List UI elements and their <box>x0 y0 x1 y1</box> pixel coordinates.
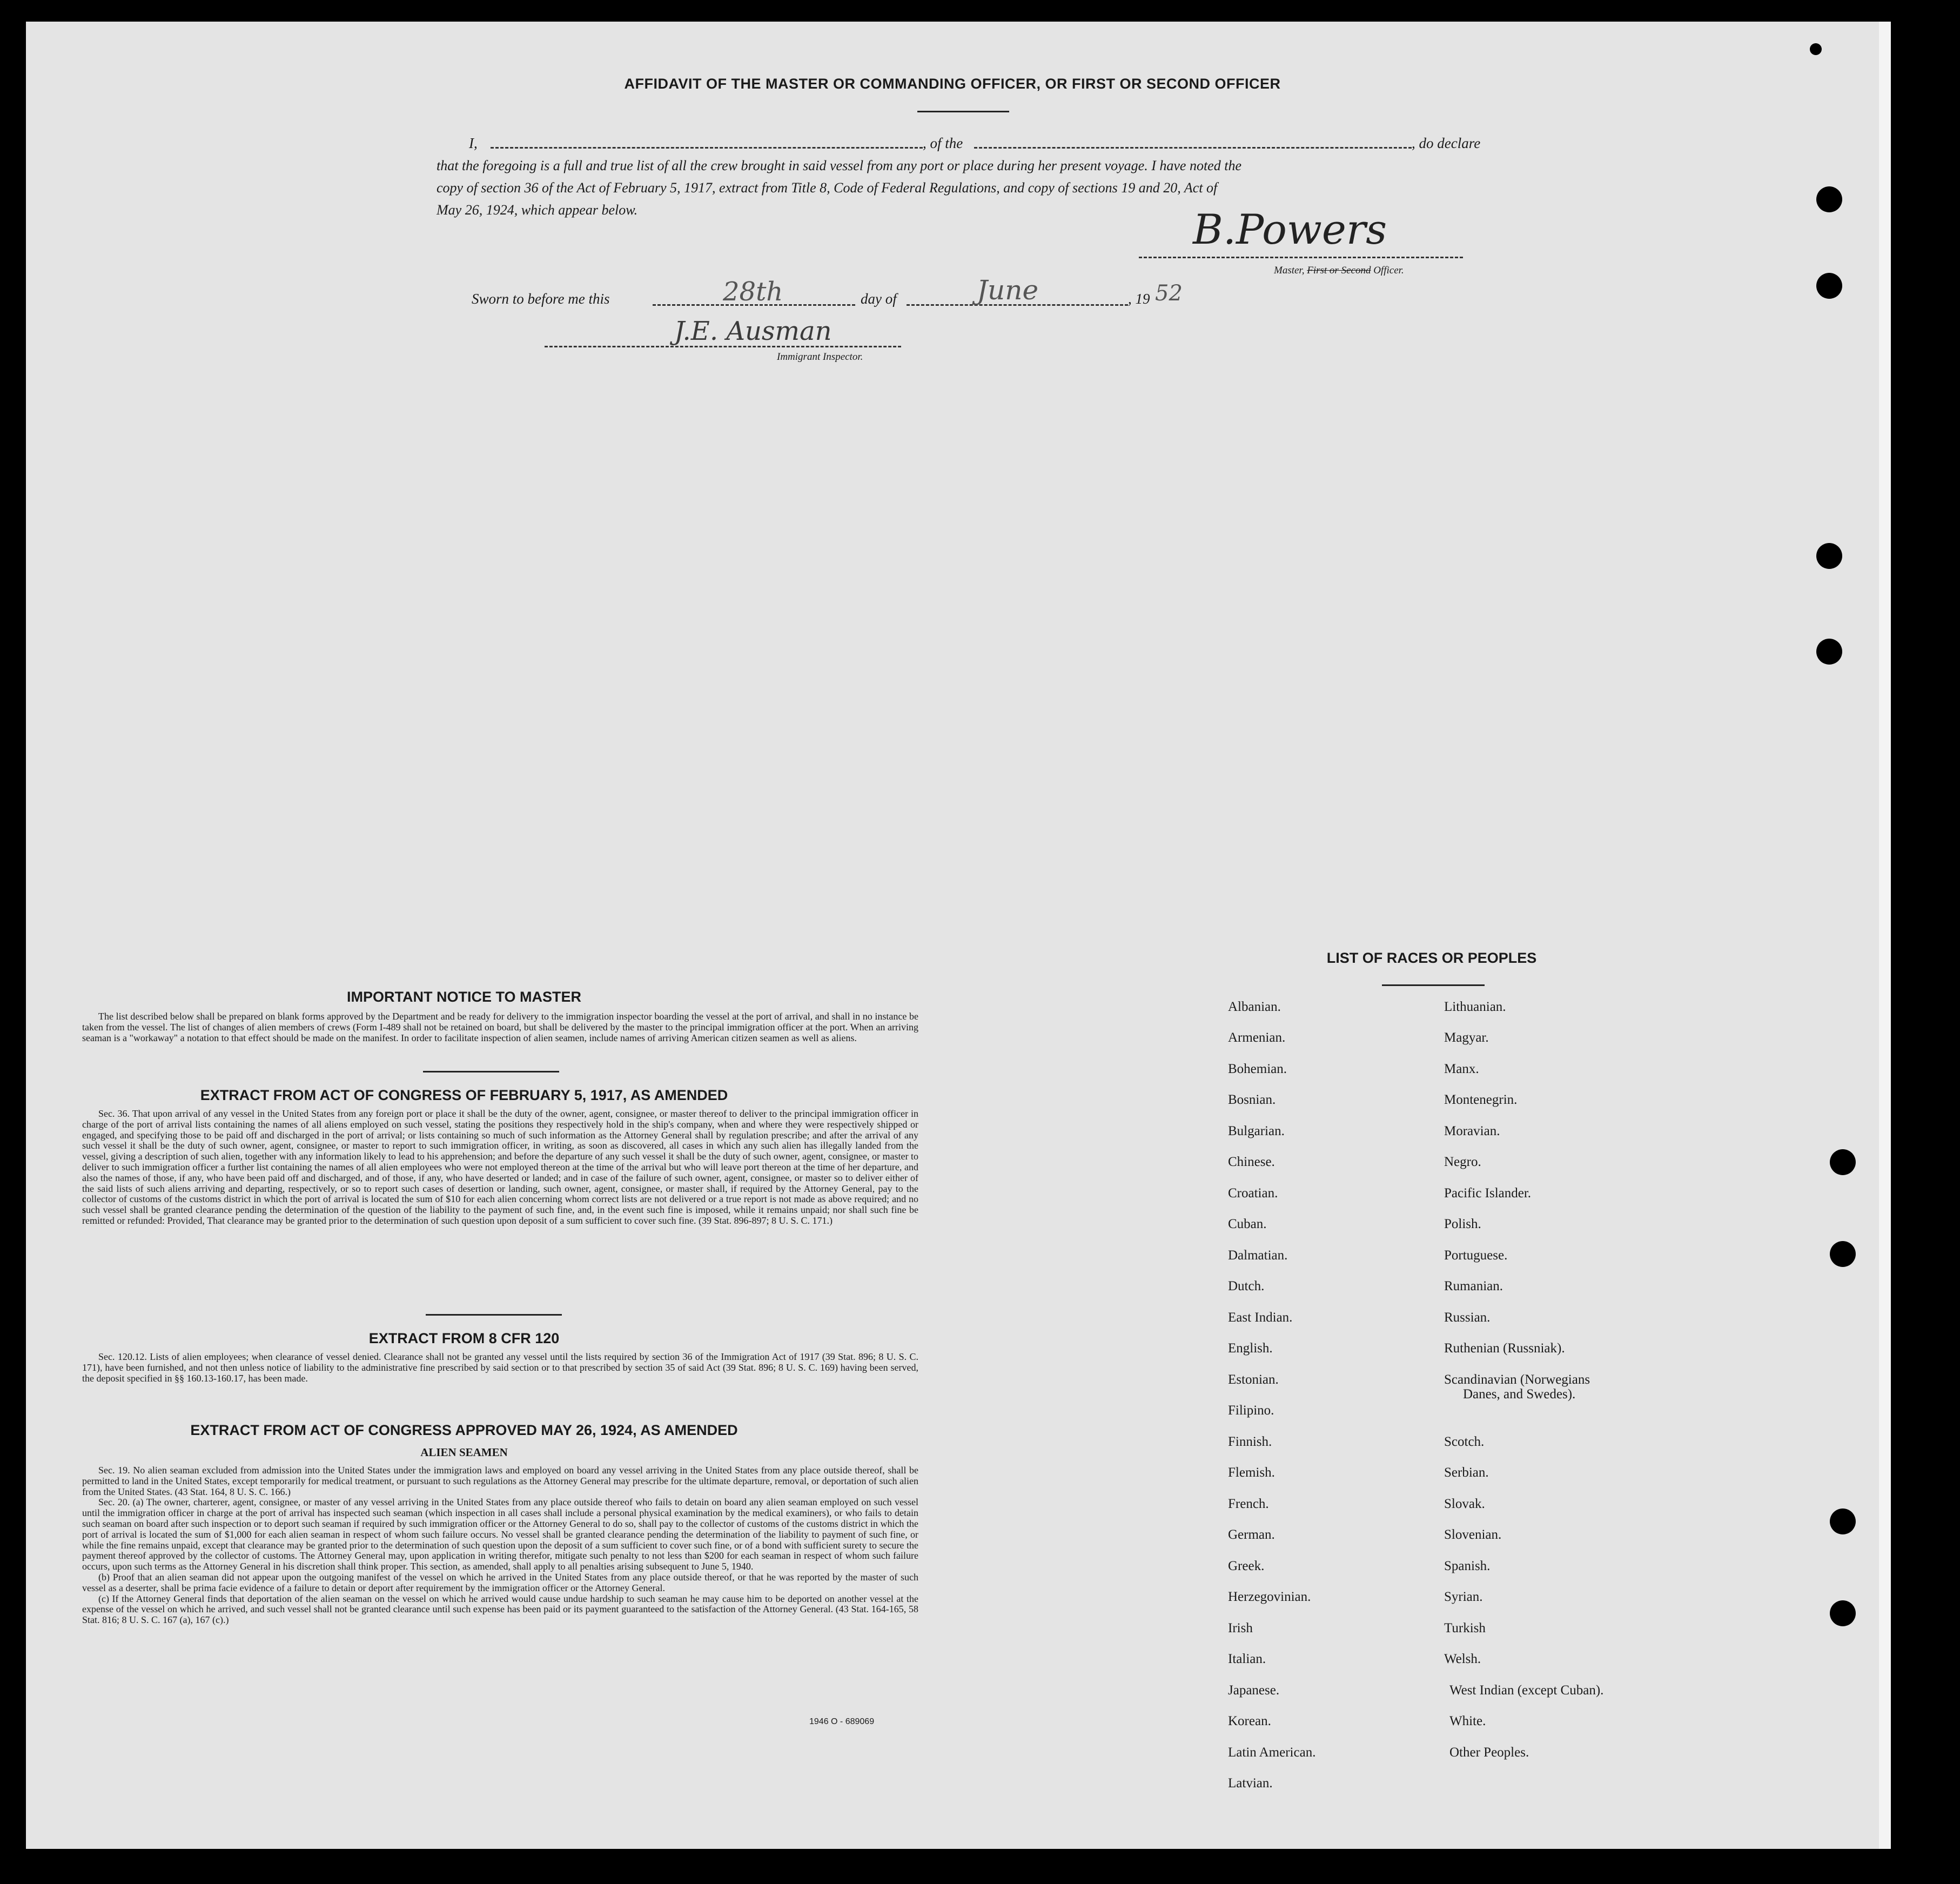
race-item: German. <box>1228 1527 1275 1542</box>
title-underline <box>917 111 1009 112</box>
punch-hole <box>1830 1600 1856 1626</box>
affidavit-of-the-label: , of the <box>923 135 963 151</box>
divider-1 <box>423 1071 559 1072</box>
affidavit-do-declare-label: , do declare <box>1412 135 1481 151</box>
punch-hole <box>1830 1508 1856 1534</box>
master-caption <box>1274 265 1404 277</box>
race-item: Montenegrin. <box>1444 1092 1518 1107</box>
race-item: Negro. <box>1444 1155 1481 1169</box>
inspector-caption: Immigrant Inspector. <box>777 351 863 363</box>
notice-text <box>82 1011 918 1043</box>
race-item: Russian. <box>1444 1310 1491 1325</box>
race-item: Turkish <box>1444 1621 1486 1635</box>
master-caption-b: Officer. <box>1371 265 1404 276</box>
race-item: French. <box>1228 1497 1269 1511</box>
races-title: LIST OF RACES OR PEOPLES <box>1326 950 1537 966</box>
sworn-month: June <box>977 274 1039 306</box>
notice-title: IMPORTANT NOTICE TO MASTER <box>347 989 581 1005</box>
master-caption-struck: First or Second <box>1307 265 1371 276</box>
extract1917-paragraph: Sec. 36. That upon arrival of any vessel in the United States from any foreign port or place it shall be the duty of the owner, agent, consignee, or master thereof to deliver to the principal immigration officer in charge of the port of arrival lists containing the names of all aliens employed on such vessel, stating the positions they respectively hold in the ship's company, when and where they were respectively shipped or engaged, and specifying those to be paid off and discharged in the port of arrival; or lists containing so much of such information as the Attorney General shall by regulation prescribe; and after the arrival of any such vessel it shall be the duty of such owner, agent, consignee, or master to report to such immigration officer, in writing, as soon as discovered, all cases in which any such alien has illegally landed from the vessel, giving a description of such alien, together with any information likely to lead to his apprehension; and before the departure of any such vessel it shall be the duty of such owner, agent, consignee, or master to deliver to such immigration officer a further list containing the names of all alien employees who were not employed thereon at the time of the arrival but who will leave port thereon at the time of her departure, and also the names of those, if any, who have been paid off and discharged, and of those, if any, who have deserted or landed; and in case of the failure of such owner, agent, consignee, or master so to deliver either of the said lists of such aliens arriving and departing, respectively, or so to report such cases of desertion or landing, such owner, agent, consignee, or master shall, if required by the Attorney General, pay to the collector of customs of the customs district in which the port of arrival is located the sum of $10 for each alien concerning whom correct lists are not delivered or a true report is not made as above required; and no such vessel shall be granted clearance pending the determination of the question of the liability to the payment of such fine, and, in the event such fine is imposed, while it remains unpaid; nor shall such fine be remitted or refunded: Provided, That clearance may be granted prior to the determination of such question upon deposit of a sum sufficient to cover such fine. (39 Stat. 896-897; 8 U. S. C. 171.) <box>82 1108 918 1226</box>
race-item: Welsh. <box>1444 1652 1481 1666</box>
race-item: Greek. <box>1228 1559 1265 1573</box>
race-item: Serbian. <box>1444 1465 1489 1480</box>
extract1924-subtitle: ALIEN SEAMEN <box>420 1446 508 1459</box>
race-item-continued: Danes, and Swedes). <box>1463 1387 1576 1402</box>
page-right-border <box>1879 22 1891 1849</box>
extract1924-p1: Sec. 19. No alien seaman excluded from admission into the United States under the immigration laws and employed on board any vessel arriving in the United States from any place outside thereof, shall be permitted to land in the United States, except temporarily for medical treatment, or pursuant to such regulations as the Attorney General may prescribe for the ultimate departure, removal, or deportation of such alien from the United States. (43 Stat. 164, 8 U. S. C. 166.) <box>82 1465 918 1497</box>
punch-hole <box>1816 273 1842 299</box>
race-item: Moravian. <box>1444 1124 1500 1138</box>
race-item: Japanese. <box>1228 1683 1280 1698</box>
master-signature: B.Powers <box>1193 205 1387 253</box>
race-item: Finnish. <box>1228 1434 1272 1449</box>
divider-2 <box>426 1314 562 1316</box>
race-item: Albanian. <box>1228 1000 1281 1014</box>
extract1924-p3: (b) Proof that an alien seaman did not appear upon the outgoing manifest of the vessel on which he arrived in the United States from any place outside thereof, or that he was reported by the master of such vessel as a deserter, shall be prima facie evidence of a failure to detain or deport after requirement by the immigration officer or the Attorney General. <box>82 1571 918 1593</box>
race-item: Herzegovinian. <box>1228 1590 1311 1604</box>
race-item: Scotch. <box>1444 1434 1485 1449</box>
races-title-underline <box>1382 984 1485 986</box>
punch-hole <box>1830 1241 1856 1267</box>
race-item: Korean. <box>1228 1714 1271 1728</box>
extract1924-p2: Sec. 20. (a) The owner, charterer, agent, consignee, or master of any vessel arriving in the United States from any place outside thereof who fails to detain on board any alien seaman employed on such vessel until the immigration officer in charge at the port of arrival has inspected such seaman (which inspection in all cases shall include a personal physical examination by the medical examiners), or who fails to detain such seaman on board after such inspection or to deport such seaman if required by such immigration officer or the Attorney General to do so, shall pay to the collector of customs of the customs district in which the port of arrival is located the sum of $1,000 for each alien seaman in respect of whom such failure occurs. No vessel shall be granted clearance pending the determination of the liability to payment of such fine, or while the fine remains unpaid, except that clearance may be granted prior to the determination of such question upon the deposit of a sum sufficient to cover such fine, or of a bond with sufficient surety to secure the payment thereof approved by the collector of customs. The Attorney General may, upon application in writing therefor, mitigate such penalty to not less than $200 for each seaman in respect of whom such failure occurs, upon such terms as the Attorney General in his discretion shall think proper. This section, as amended, shall apply to all penalties arising subsequent to June 5, 1940. <box>82 1497 918 1572</box>
punch-hole <box>1816 543 1842 569</box>
punch-hole <box>1810 43 1822 55</box>
sworn-day: 28th <box>723 277 783 307</box>
race-item: Lithuanian. <box>1444 1000 1506 1014</box>
race-item: Cuban. <box>1228 1217 1267 1231</box>
affidavit-i-label: I, <box>469 135 478 151</box>
punch-hole <box>1816 186 1842 212</box>
race-item: Dutch. <box>1228 1279 1265 1293</box>
race-item: Slovak. <box>1444 1497 1485 1511</box>
race-item: Portuguese. <box>1444 1248 1508 1263</box>
race-item: Ruthenian (Russniak). <box>1444 1341 1565 1356</box>
notice-paragraph: The list described below shall be prepared on blank forms approved by the Department and be ready for delivery to the immigration inspector boarding the vessel at the port of arrival, and shall in no instance be taken from the vessel. The list of changes of alien members of crews (Form I-489 shall not be retained on board, but shall be delivered by the master to the principal immigration officer at the port. When an arriving seaman is a "workaway" a notation to that effect should be made on the manifest. In order to facilitate inspection of alien seamen, include names of arriving American citizen seamen as well as aliens. <box>82 1011 918 1043</box>
race-item: Magyar. <box>1444 1030 1489 1045</box>
race-item: Armenian. <box>1228 1030 1286 1045</box>
name-blank <box>491 147 923 149</box>
race-item: Syrian. <box>1444 1590 1483 1604</box>
race-item: Italian. <box>1228 1652 1266 1666</box>
document-page <box>26 22 1879 1849</box>
race-item: Polish. <box>1444 1217 1481 1231</box>
race-item: Dalmatian. <box>1228 1248 1288 1263</box>
master-signature-line <box>1139 257 1463 258</box>
extract1917-text <box>82 1109 918 1226</box>
vessel-blank <box>974 147 1412 149</box>
race-item: Latvian. <box>1228 1776 1273 1791</box>
affidavit-title: AFFIDAVIT OF THE MASTER OR COMMANDING OFFICER, OR FIRST OR SECOND OFFICER <box>624 76 1281 92</box>
master-caption-a: Master, <box>1274 265 1307 276</box>
race-item: English. <box>1228 1341 1273 1356</box>
punch-hole <box>1816 639 1842 665</box>
race-item: Chinese. <box>1228 1155 1275 1169</box>
race-item: Bohemian. <box>1228 1062 1287 1076</box>
race-item: Slovenian. <box>1444 1527 1502 1542</box>
punch-hole <box>1830 1149 1856 1175</box>
sworn-label: Sworn to before me this <box>472 291 610 307</box>
sworn-year: 52 <box>1155 281 1183 306</box>
day-of-label: day of <box>861 291 897 307</box>
race-item: Estonian. <box>1228 1372 1279 1387</box>
extractcfr-text <box>82 1352 918 1384</box>
inspector-signature: J.E. Ausman <box>674 316 832 346</box>
race-item: White. <box>1449 1714 1486 1728</box>
race-item: Rumanian. <box>1444 1279 1503 1293</box>
race-item: Irish <box>1228 1621 1253 1635</box>
race-item: Other Peoples. <box>1449 1745 1529 1760</box>
affidavit-body-line2: copy of section 36 of the Act of February 5, 1917, extract from Title 8, Code of Federal Regulations, and copy of sections 19 and 20, Act of <box>437 180 1218 196</box>
race-item: Bulgarian. <box>1228 1124 1285 1138</box>
race-item: East Indian. <box>1228 1310 1293 1325</box>
extract1924-text <box>82 1465 918 1626</box>
race-item: Bosnian. <box>1228 1092 1276 1107</box>
race-item: Spanish. <box>1444 1559 1491 1573</box>
year-prefix: , 19 <box>1128 291 1150 307</box>
affidavit-body-line1: that the foregoing is a full and true list of all the crew brought in said vessel from any port or place during her present voyage. I have noted the <box>437 158 1241 173</box>
extract1924-p4: (c) If the Attorney General finds that deportation of the alien seaman on the vessel on which he arrived would cause undue hardship to such seaman he may cause him to be deported on another vessel at the expense of the vessel on which he arrived, and such vessel shall not be granted clearance until such expense has been paid or its payment guaranteed to the satisfaction of the Attorney General. (43 Stat. 164-165, 58 Stat. 816; 8 U. S. C. 167 (a), 167 (c).) <box>82 1593 918 1626</box>
extract1917-title: EXTRACT FROM ACT OF CONGRESS OF FEBRUARY 5, 1917, AS AMENDED <box>200 1087 728 1103</box>
extractcfr-paragraph: Sec. 120.12. Lists of alien employees; when clearance of vessel denied. Clearance shall not be granted any vessel until the lists required by section 36 of the Immigration Act of 1917 (39 Stat. 896; 8 U. S. C. 171), have been furnished, and not then unless notice of liability to the administrative fine prescribed by said section or to that prescribed by section 35 of said Act (39 Stat. 896; 8 U. S. C. 169) having been served, the deposit specified in §§ 160.13-160.17, has been made. <box>82 1351 918 1384</box>
race-item: Croatian. <box>1228 1186 1278 1201</box>
print-code: 1946 O - 689069 <box>809 1717 875 1726</box>
race-item: Latin American. <box>1228 1745 1316 1760</box>
extractcfr-title: EXTRACT FROM 8 CFR 120 <box>368 1330 560 1346</box>
race-item: Filipino. <box>1228 1403 1274 1418</box>
race-item: Manx. <box>1444 1062 1479 1076</box>
race-item: Scandinavian (Norwegians <box>1444 1372 1590 1387</box>
race-item: West Indian (except Cuban). <box>1449 1683 1604 1698</box>
affidavit-body-line3: May 26, 1924, which appear below. <box>437 202 638 218</box>
extract1924-title: EXTRACT FROM ACT OF CONGRESS APPROVED MAY 26, 1924, AS AMENDED <box>190 1422 738 1438</box>
race-item: Flemish. <box>1228 1465 1275 1480</box>
race-item: Pacific Islander. <box>1444 1186 1532 1201</box>
